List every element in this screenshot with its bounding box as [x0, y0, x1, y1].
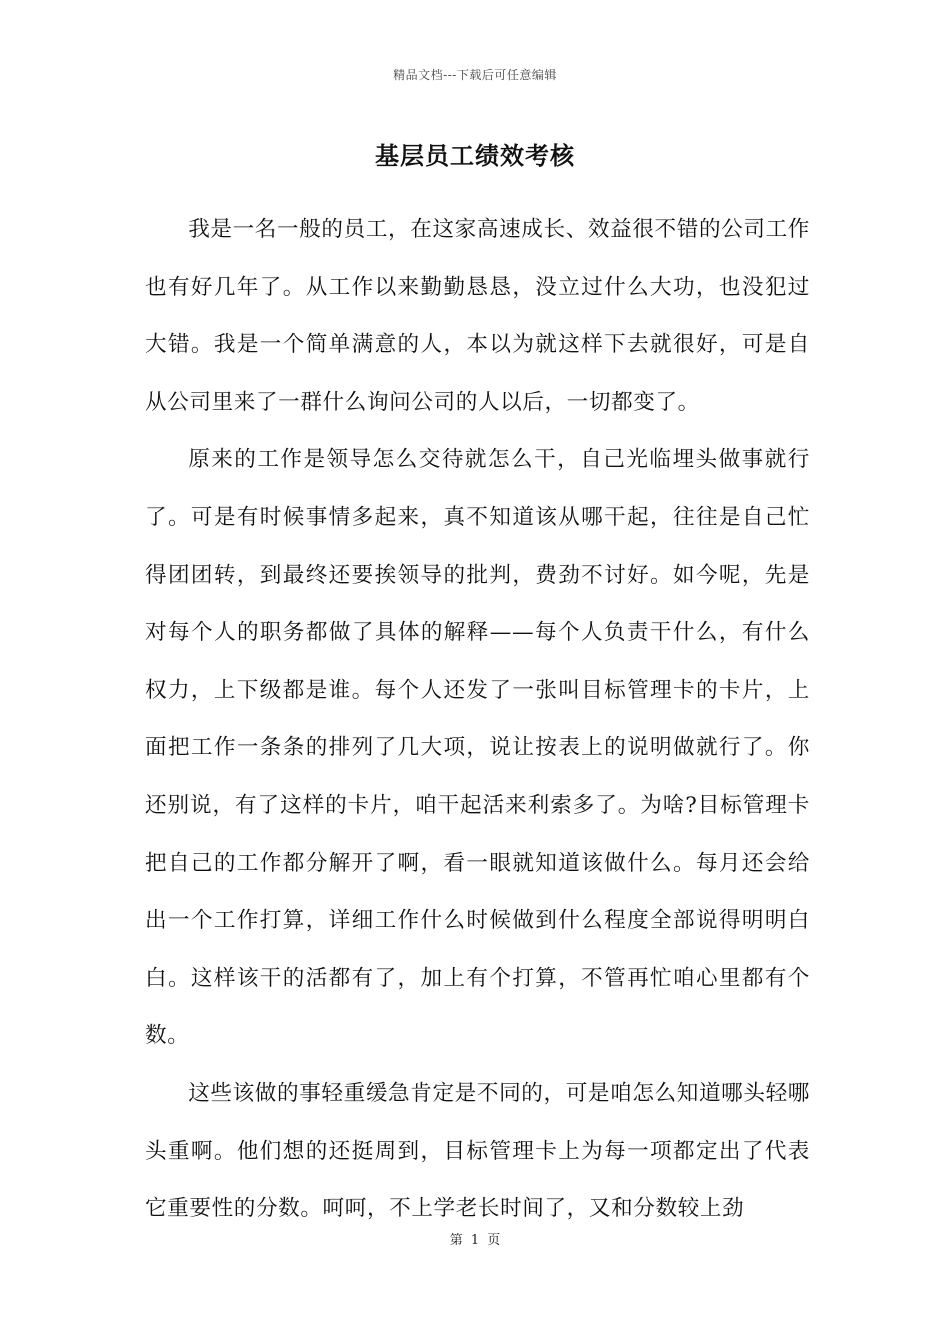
- page-number: 第 1 页: [449, 1233, 501, 1248]
- paragraph-1: 我是一名一般的员工，在这家高速成长、效益很不错的公司工作也有好几年了。从工作以来勤勤恳恳，没立过什么大功，也没犯过大错。我是一个简单满意的人，本以为就这样下去就很好，可是自从公司里来了一群什么询问公司的人以后，一切都变了。: [145, 217, 810, 415]
- paragraph-3: 这些该做的事轻重缓急肯定是不同的，可是咱怎么知道哪头轻哪头重啊。他们想的还挺周到，目标管理卡上为每一项都定出了代表它重要性的分数。呵呵，不上学老长时间了，又和分数较上劲: [145, 1080, 810, 1222]
- document-body: [145, 201, 810, 1238]
- paragraph-2: 原来的工作是领导怎么交待就怎么干，自己光临埋头做事就行了。可是有时候事情多起来，真不知道该从哪干起，往往是自己忙得团团转，到最终还要挨领导的批判，费劲不讨好。如今呢，先是对每个人的职务都做了具体的解释——每个人负责干什么，有什么权力，上下级都是谁。每个人还发了一张叫目标管理卡的卡片，上面把工作一条条的排列了几大项，说让按表上的说明做就行了。你还别说，有了这样的卡片，咱干起活来利索多了。为啥?目标管理卡把自己的工作都分解开了啊，看一眼就知道该做什么。每月还会给出一个工作打算，详细工作什么时候做到什么程度全部说得明明白白。这样该干的活都有了，加上有个打算，不管再忙咱心里都有个数。: [145, 447, 810, 1049]
- page-header: 精品文档---下载后可任意编辑: [393, 68, 557, 82]
- document-title: 基层员工绩效考核: [375, 141, 575, 170]
